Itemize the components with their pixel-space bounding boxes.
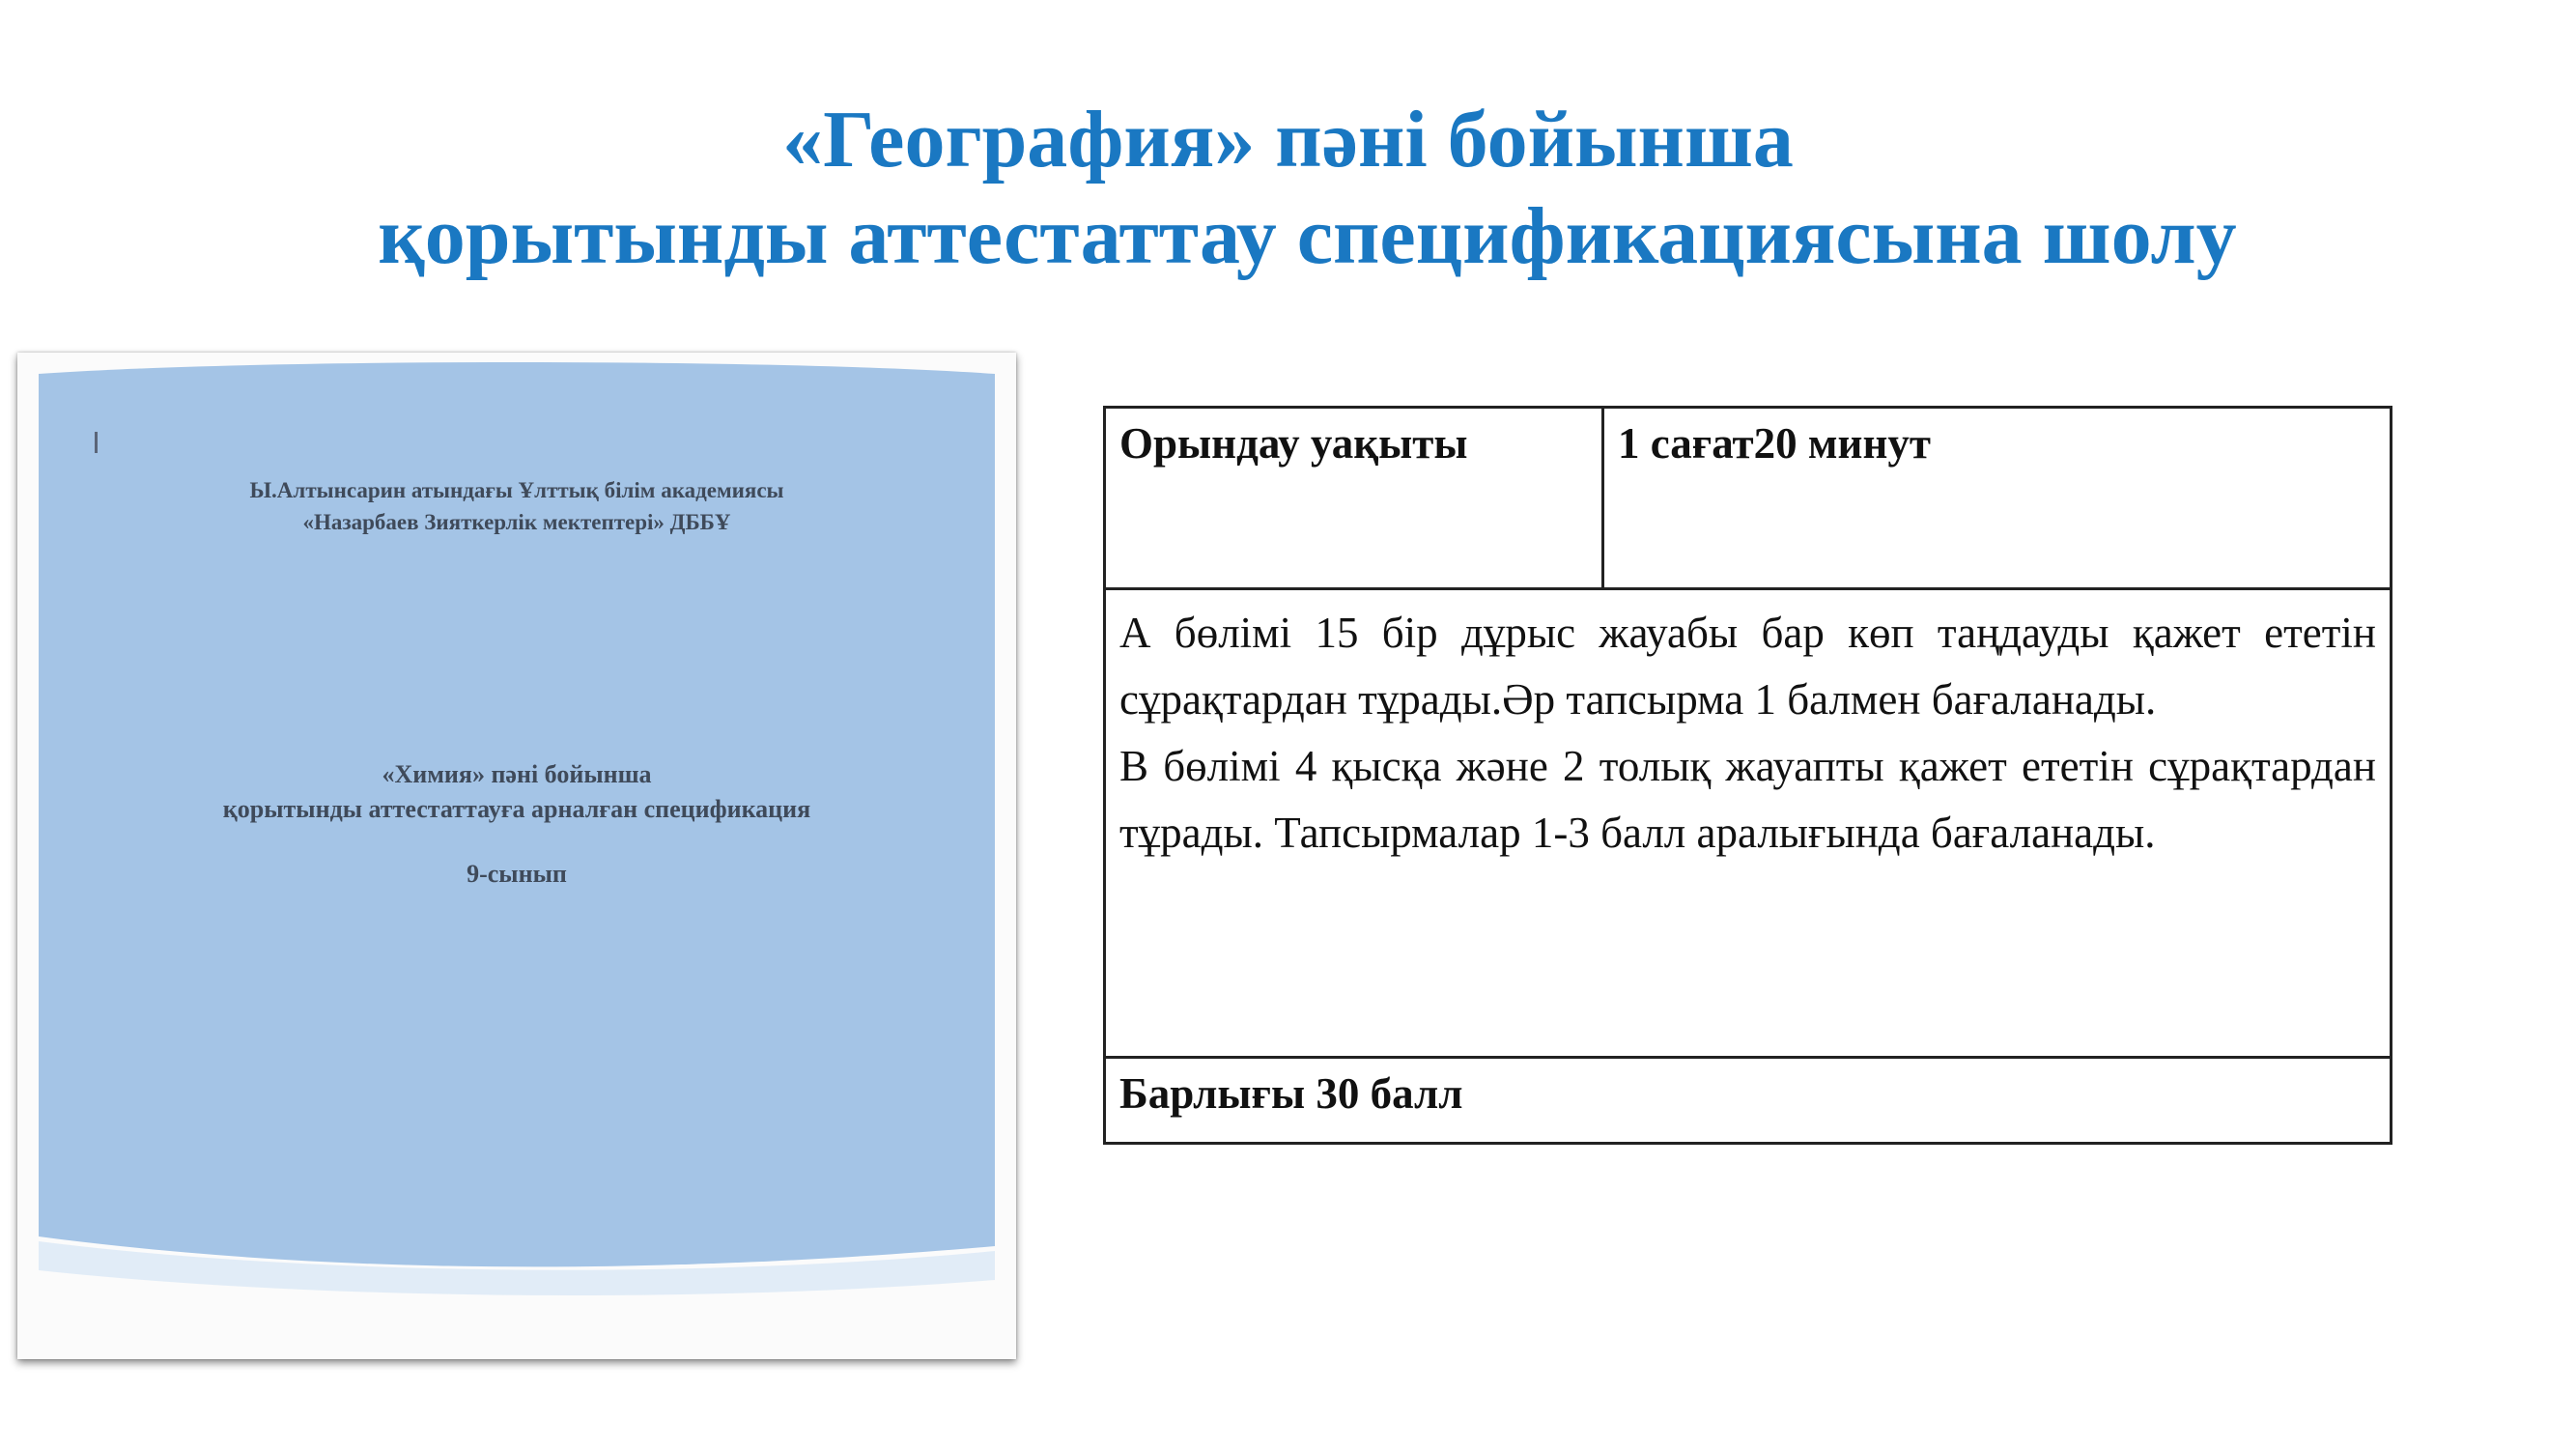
table-row-sections — [1105, 589, 2392, 1058]
table-row-total — [1105, 1058, 2392, 1144]
cover-subject-line1: «Химия» пәні бойынша — [382, 760, 652, 788]
cover-org-line2: «Назарбаев Зияткерлік мектептері» ДББҰ — [302, 510, 731, 534]
cover-org-line1: Ы.Алтынсарин атындағы Ұлттық білім академиясы — [249, 478, 784, 502]
section-a-text: А бөлімі 15 бір дұрыс жауабы бар көп таңдауды қажет ететін сұрақтардан тұрады.Әр тапсырма 1 балмен бағаланады. — [1119, 609, 2376, 724]
slide-title-line1: «География» пәні бойынша — [782, 95, 1794, 185]
slide-title-line2: қорытынды аттестаттау спецификациясына шолу — [378, 191, 2237, 281]
cover-grade: 9-сынып — [467, 860, 567, 888]
time-label-cell: Орындау уақыты — [1105, 408, 1603, 589]
slide-title — [0, 92, 2576, 285]
sections-cell — [1105, 589, 2392, 1058]
table-row-time — [1105, 408, 2392, 589]
cover-mark — [95, 432, 98, 453]
time-value-cell: 1 сағат20 минут — [1603, 408, 2392, 589]
cover-background — [17, 353, 1016, 1359]
section-b-text: В бөлімі 4 қысқа және 2 толық жауапты қажет ететін сұрақтардан тұрады. Тапсырмалар 1-3 балл аралығында бағаланады. — [1119, 742, 2376, 857]
cover-subject-line2: қорытынды аттестаттауға арналған спецификация — [222, 795, 811, 823]
specification-table — [1103, 406, 2392, 1145]
total-cell: Барлығы 30 балл — [1105, 1058, 2392, 1144]
specification-cover-image — [17, 353, 1016, 1359]
